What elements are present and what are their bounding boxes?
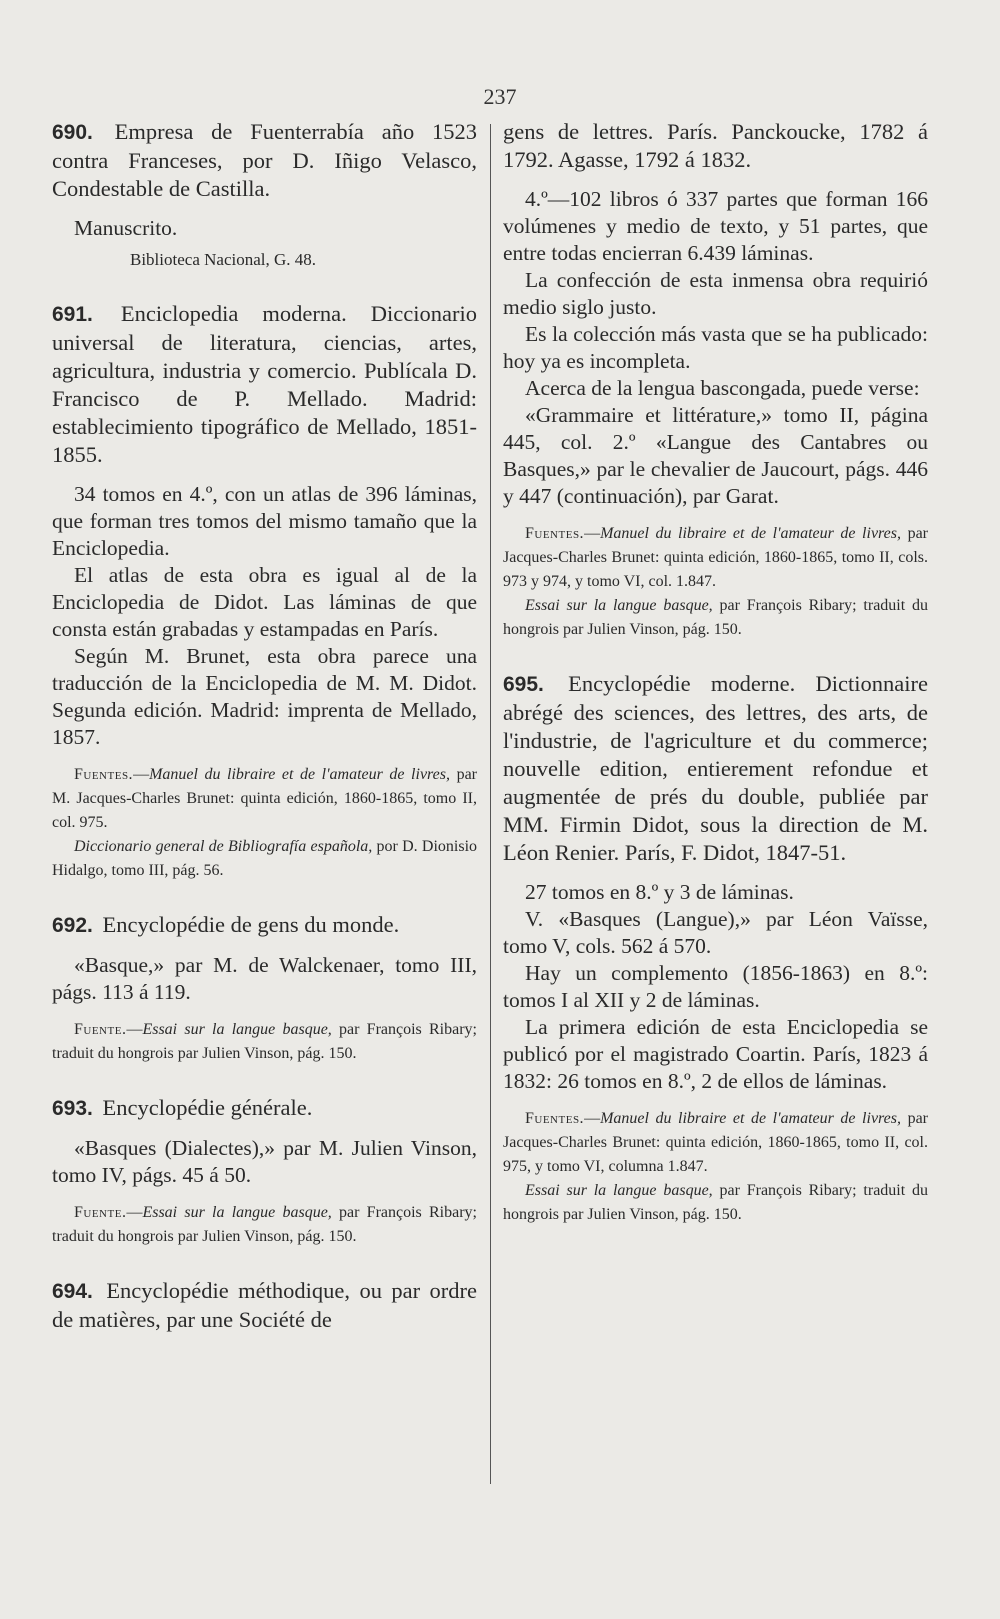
entry-695 <box>503 670 928 1227</box>
sources-extra <box>52 835 477 883</box>
source-title: Essai sur la langue basque, <box>142 1204 332 1221</box>
entry-title: Encyclopédie méthodique, ou par ordre de matières, par une Société de <box>52 1278 478 1332</box>
paragraph: «Grammaire et littérature,» tomo II, página 445, col. 2.º «Langue des Cantabres ou Basques,» par le chevalier de Jaucourt, págs. 446 y 447 (continuación), par Garat. <box>503 403 928 508</box>
entry-type: Manuscrito. <box>74 216 178 240</box>
sources-extra <box>503 1179 928 1227</box>
sources: Fuentes.—Manuel du libraire et de l'amateur de livres, par Jacques-Charles Brunet: quinta edición, 1860-1865, tomo II, cols. 973 y 974, y tomo VI, col. 1.847. <box>503 525 929 590</box>
entry-title: Empresa de Fuenterrabía año 1523 contra Franceses, por D. Iñigo Velasco, Condestable de Castilla. <box>52 119 477 201</box>
entry-number: 692. <box>52 914 93 937</box>
source-detail: par François Ribary; traduit du hongrois par Julien Vinson, pág. 150. <box>503 597 928 638</box>
entry-number: 690. <box>52 121 93 144</box>
entry-693 <box>52 1094 477 1249</box>
library-reference: Biblioteca Nacional, G. 48. <box>130 250 317 269</box>
source-detail: por D. Dionisio Hidalgo, tomo III, pág. 56. <box>52 838 478 879</box>
source-detail: par M. Jacques-Charles Brunet: quinta edición, 1860-1865, tomo II, col. 975. <box>52 766 478 831</box>
paragraph: Acerca de la lengua bascongada, puede verse: <box>525 376 920 400</box>
paragraph: «Basque,» par M. de Walckenaer, tomo III, págs. 113 á 119. <box>52 953 477 1004</box>
paragraph: «Basques (Dialectes),» par M. Julien Vinson, tomo IV, págs. 45 á 50. <box>52 1136 477 1187</box>
paragraph: Es la colección más vasta que se ha publicado: hoy ya es incompleta. <box>503 322 928 373</box>
paragraph: Según M. Brunet, esta obra parece una traducción de la Enciclopedia de M. M. Didot. Segunda edición. Madrid: imprenta de Mellado, 1857. <box>52 644 477 749</box>
sources: Fuentes.—Manuel du libraire et de l'amateur de livres, par Jacques-Charles Brunet: quinta edición, 1860-1865, tomo II, col. 975, y tomo VI, columna 1.847. <box>503 1110 929 1175</box>
source-detail: par François Ribary; traduit du hongrois par Julien Vinson, pág. 150. <box>52 1204 478 1245</box>
paragraph: 4.º—102 libros ó 337 partes que forman 166 volúmenes y medio de texto, y 51 partes, que entre todas encierran 6.439 láminas. <box>503 187 928 265</box>
entry-number: 694. <box>52 1280 93 1303</box>
paragraph: La confección de esta inmensa obra requirió medio siglo justo. <box>503 268 928 319</box>
entry-694-continued <box>503 118 928 642</box>
sources: Fuente.—Essai sur la langue basque, par François Ribary; traduit du hongrois par Julien Vinson, pág. 150. <box>52 1021 478 1062</box>
source-title: Essai sur la langue basque, <box>142 1021 332 1038</box>
sources-label: Fuente. <box>74 1204 127 1221</box>
paragraph: 34 tomos en 4.º, con un atlas de 396 láminas, que forman tres tomos del mismo tamaño que la Enciclopedia. <box>52 482 477 560</box>
column-divider <box>490 124 491 1484</box>
left-column <box>52 118 477 1362</box>
right-column <box>503 118 928 1255</box>
page-number: 237 <box>483 84 517 109</box>
source-detail: par François Ribary; traduit du hongrois par Julien Vinson, pág. 150. <box>503 1182 928 1223</box>
sources: Fuente.—Essai sur la langue basque, par François Ribary; traduit du hongrois par Julien Vinson, pág. 150. <box>52 1204 478 1245</box>
sources-label: Fuentes. <box>525 525 585 542</box>
source-title: Essai sur la langue basque, <box>525 597 713 614</box>
source-detail: par Jacques-Charles Brunet: quinta edición, 1860-1865, tomo II, cols. 973 y 974, y tomo VI, col. 1.847. <box>503 525 929 590</box>
entry-title: Encyclopédie générale. <box>102 1095 313 1120</box>
entry-title: Encyclopédie de gens du monde. <box>102 912 400 937</box>
entry-690 <box>52 118 477 272</box>
sources: Fuentes.—Manuel du libraire et de l'amateur de livres, par M. Jacques-Charles Brunet: quinta edición, 1860-1865, tomo II, col. 975. <box>52 766 478 831</box>
sources-label: Fuentes. <box>74 766 134 783</box>
paragraph: El atlas de esta obra es igual al de la Enciclopedia de Didot. Las láminas de que consta están grabadas y estampadas en París. <box>52 563 477 641</box>
sources-label: Fuente. <box>74 1021 127 1038</box>
source-detail: par Jacques-Charles Brunet: quinta edición, 1860-1865, tomo II, col. 975, y tomo VI, columna 1.847. <box>503 1110 929 1175</box>
source-title: Manuel du libraire et de l'amateur de livres, <box>600 1110 902 1127</box>
source-detail: par François Ribary; traduit du hongrois par Julien Vinson, pág. 150. <box>52 1021 478 1062</box>
sources-extra <box>503 594 928 642</box>
entry-title-continued: gens de lettres. París. Panckoucke, 1782 á 1792. Agasse, 1792 á 1832. <box>503 119 928 172</box>
entry-number: 695. <box>503 673 544 696</box>
source-title: Manuel du libraire et de l'amateur de livres, <box>600 525 902 542</box>
source-title: Manuel du libraire et de l'amateur de livres, <box>149 766 451 783</box>
paragraph: 27 tomos en 8.º y 3 de láminas. <box>525 880 794 904</box>
paragraph: Hay un complemento (1856-1863) en 8.º: tomos I al XII y 2 de láminas. <box>503 961 928 1012</box>
entry-title: Enciclopedia moderna. Diccionario universal de literatura, ciencias, artes, agricultura, industria y comercio. Publícala D. Francisco de P. Mellado. Madrid: establecimiento tipográfico de Mellado, 1851-1855. <box>52 301 477 467</box>
source-title: Essai sur la langue basque, <box>525 1182 713 1199</box>
entry-title: Encyclopédie moderne. Dictionnaire abrégé des sciences, des lettres, des arts, de l'industrie, de l'agriculture et du commerce; nouvelle edition, entierement refondue et augmentée de prés du double, publiée par MM. Firmin Didot, sous la direction de M. Léon Renier. París, F. Didot, 1847-51. <box>503 671 928 865</box>
entry-number: 693. <box>52 1097 93 1120</box>
entry-694 <box>52 1277 477 1334</box>
paragraph: V. «Basques (Langue),» par Léon Vaïsse, tomo V, cols. 562 á 570. <box>503 907 928 958</box>
entry-number: 691. <box>52 303 93 326</box>
paragraph: La primera edición de esta Enciclopedia se publicó por el magistrado Coartin. París, 1823 á 1832: 26 tomos en 8.º, 2 de ellos de láminas. <box>503 1015 928 1093</box>
entry-692 <box>52 911 477 1066</box>
sources-label: Fuentes. <box>525 1110 585 1127</box>
source-title: Diccionario general de Bibliografía española, <box>74 838 373 855</box>
entry-691 <box>52 300 477 883</box>
